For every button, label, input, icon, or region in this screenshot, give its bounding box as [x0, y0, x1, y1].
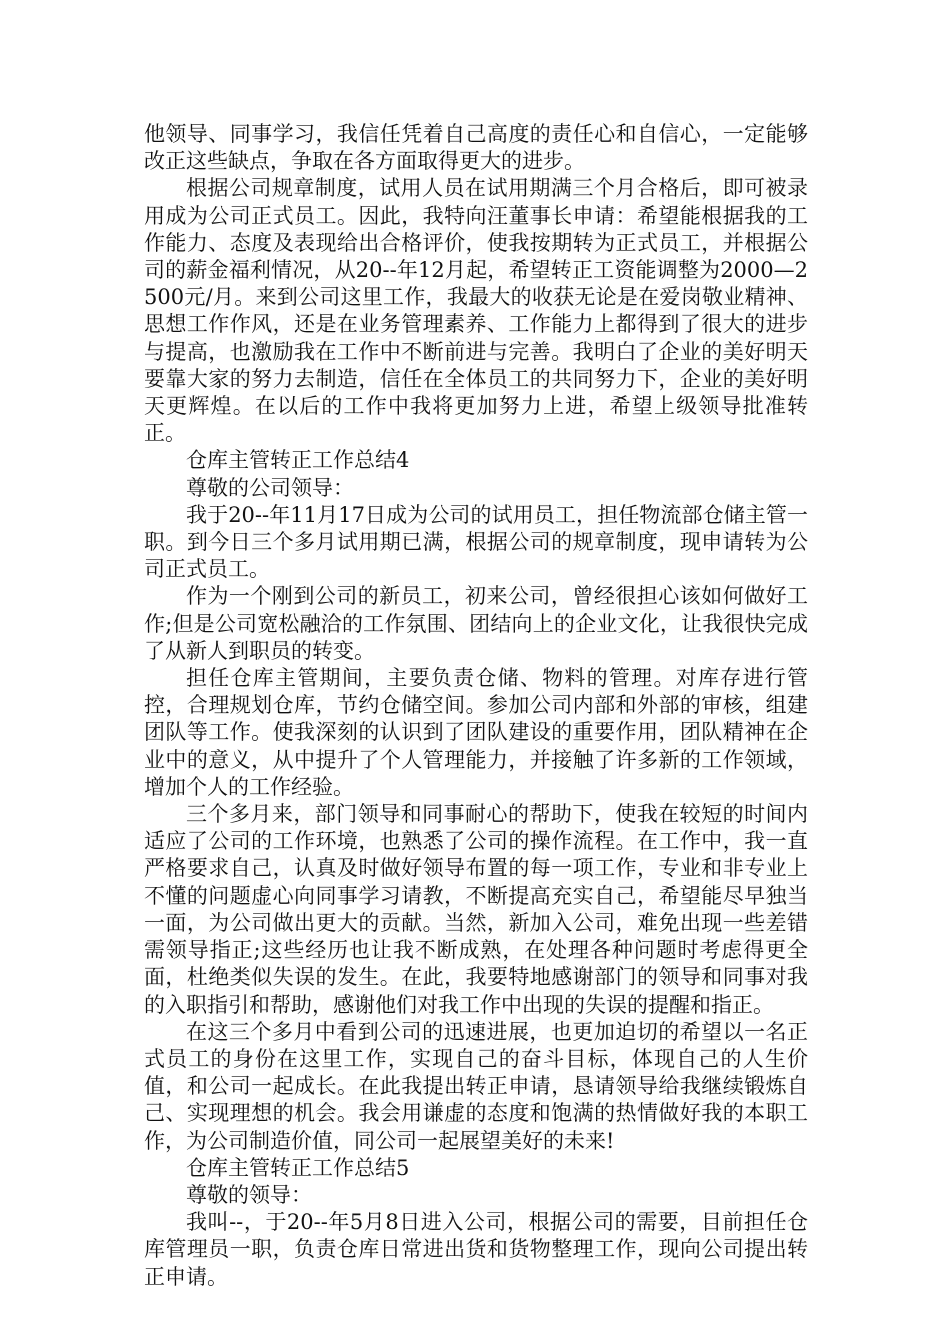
- salutation: 尊敬的领导：: [186, 1182, 312, 1207]
- section-heading-summary-4: 仓库主管转正工作总结4: [186, 448, 410, 473]
- paragraph-application: 在这三个多月中看到公司的迅速进展，也更加迫切的希望以一名正式员工的身份在这里工作，实现自己的奋斗目标，体现自己的人生价值，和公司一起成长。在此我提出转正申请，恳请领导给我继续锻炼自己、实现理想的机会。我会用谦虚的态度和饱满的热情做好我的本职工作，为公司制造价值，同公司一起展望美好的未来!: [144, 1019, 808, 1153]
- paragraph-intro: 我叫--，于20--年5月8日进入公司，根据公司的需要，目前担任仓库管理员一职，负责仓库日常进出货和货物整理工作，现向公司提出转正申请。: [144, 1210, 808, 1289]
- paragraph-intro: 我于20--年11月17日成为公司的试用员工，担任物流部仓储主管一职。到今日三个多月试用期已满，根据公司的规章制度，现申请转为公司正式员工。: [144, 502, 808, 582]
- section-heading-summary-5: 仓库主管转正工作总结5: [186, 1155, 410, 1180]
- document-body: [144, 121, 808, 1291]
- salutation: 尊敬的公司领导：: [186, 475, 354, 500]
- paragraph-continuation: 他领导、同事学习，我信任凭着自己高度的责任心和自信心，一定能够改正这些缺点，争取在各方面取得更大的进步。: [144, 122, 808, 174]
- paragraph-duties: 担任仓库主管期间，主要负责仓储、物料的管理。对库存进行管控，合理规划仓库，节约仓储空间。参加公司内部和外部的审核，组建团队等工作。使我深刻的认识到了团队建设的重要作用，团队精神在企业中的意义，从中提升了个人管理能力，并接触了许多新的工作领域，增加个人的工作经验。: [144, 666, 808, 799]
- paragraph-probation-request: 根据公司规章制度，试用人员在试用期满三个月合格后，即可被录用成为公司正式员工。因此，我特向汪董事长申请：希望能根据我的工作能力、态度及表现给出合格评价，使我按期转为正式员工，并根据公司的薪金福利情况，从20--年12月起，希望转正工资能调整为2000—2500元/月。来到公司这里工作，我最大的收获无论是在爱岗敬业精神、思想工作作风，还是在业务管理素养、工作能力上都得到了很大的进步与提高，也激励我在工作中不断前进与完善。我明白了企业的美好明天要靠大家的努力去制造，信任在全体员工的共同努力下，企业的美好明天更辉煌。在以后的工作中我将更加努力上进，希望上级领导批准转正。: [144, 176, 808, 446]
- paragraph-new-employee: 作为一个刚到公司的新员工，初来公司，曾经很担心该如何做好工作;但是公司宽松融洽的工作氛围、团结向上的企业文化，让我很快完成了从新人到职员的转变。: [144, 584, 808, 663]
- paragraph-three-months: 三个多月来，部门领导和同事耐心的帮助下，使我在较短的时间内适应了公司的工作环境，也熟悉了公司的操作流程。在工作中，我一直严格要求自己，认真及时做好领导布置的每一项工作，专业和非专业上不懂的问题虚心向同事学习请教，不断提高充实自己，希望能尽早独当一面，为公司做出更大的贡献。当然，新加入公司，难免出现一些差错需领导指正;这些经历也让我不断成熟，在处理各种问题时考虑得更全面，杜绝类似失误的发生。在此，我要特地感谢部门的领导和同事对我的入职指引和帮助，感谢他们对我工作中出现的失误的提醒和指正。: [144, 802, 808, 1017]
